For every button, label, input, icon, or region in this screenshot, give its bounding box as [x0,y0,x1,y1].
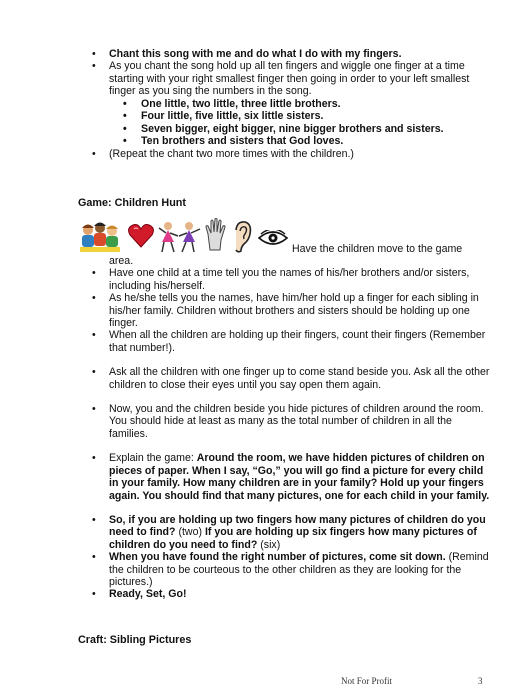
dancing-children-icon [158,220,202,254]
eye-icon [258,230,288,246]
list-item: • Explain the game: Around the room, we have hidden pictures of children on pieces of paper. When I say, “Go,” you will go find a picture for every child in your family. How many children are in your family? Hold up your fingers again. You should find that many pictures, one for each child in your family. [0,452,532,502]
song-instructions [0,48,532,160]
page-number: 3 [478,676,483,686]
footer-note: Not For Profit [341,676,393,686]
hand-icon [204,218,228,252]
game-first-line-cont: area. [109,255,134,267]
list-item: • Have one child at a time tell you the names of his/her brothers and/or sisters, including his/herself. [0,267,532,292]
list-item: • So, if you are holding up two fingers how many pictures of children do you need to find? (two) If you are holding up six fingers how many pictures of children do you need to find? (six) [0,514,532,551]
list-item: • As he/she tells you the names, have him/her hold up a finger for each sibling in his/her family. Children without brothers and sisters should be holding up one finger. [0,292,532,329]
list-item: • As you chant the song hold up all ten fingers and wiggle one finger at a time starting with your right smallest finger then going in order to your left smallest finger as you sing the numbers in the song. • One little, two little, three little brothers. • Four little, five little, six little sisters. • Seven bigger, eight bigger, nine bigger brothers and sisters. • Ten brothers and sisters that God loves. [0,60,532,148]
children-group-icon [78,220,122,254]
game-steps [0,255,532,601]
list-item: • Now, you and the children beside you hide pictures of children around the room. You should hide at least as many as the total number of children in all the families. [0,403,532,440]
song-lyrics [109,98,492,148]
list-item: • Ready, Set, Go! [0,588,532,600]
heart-icon [128,223,154,249]
list-item: • (Repeat the chant two more times with the children.) [0,148,532,160]
game-heading: Game: Children Hunt [78,197,186,209]
lyric-line: • One little, two little, three little brothers. [109,98,492,111]
list-item: • Ask all the children with one finger up to come stand beside you. Ask all the other children to close their eyes until you say open them again. [0,366,532,391]
game-first-line: Have the children move to the game [292,243,463,255]
lyric-line: • Ten brothers and sisters that God loves. [109,135,492,148]
craft-heading: Craft: Sibling Pictures [78,634,192,646]
lyric-line: • Four little, five little, six little sisters. [109,110,492,123]
lyric-line: • Seven bigger, eight bigger, nine bigger brothers and sisters. [109,123,492,136]
clipart-row [78,220,298,256]
list-item: • Chant this song with me and do what I do with my fingers. [0,48,532,60]
list-item: • When you have found the right number of pictures, come sit down. (Remind the children to be courteous to the other children as they are looking for the pictures.) [0,551,532,588]
ear-icon [231,220,253,254]
list-item: • When all the children are holding up their fingers, count their fingers (Remember that number!). [0,329,532,354]
